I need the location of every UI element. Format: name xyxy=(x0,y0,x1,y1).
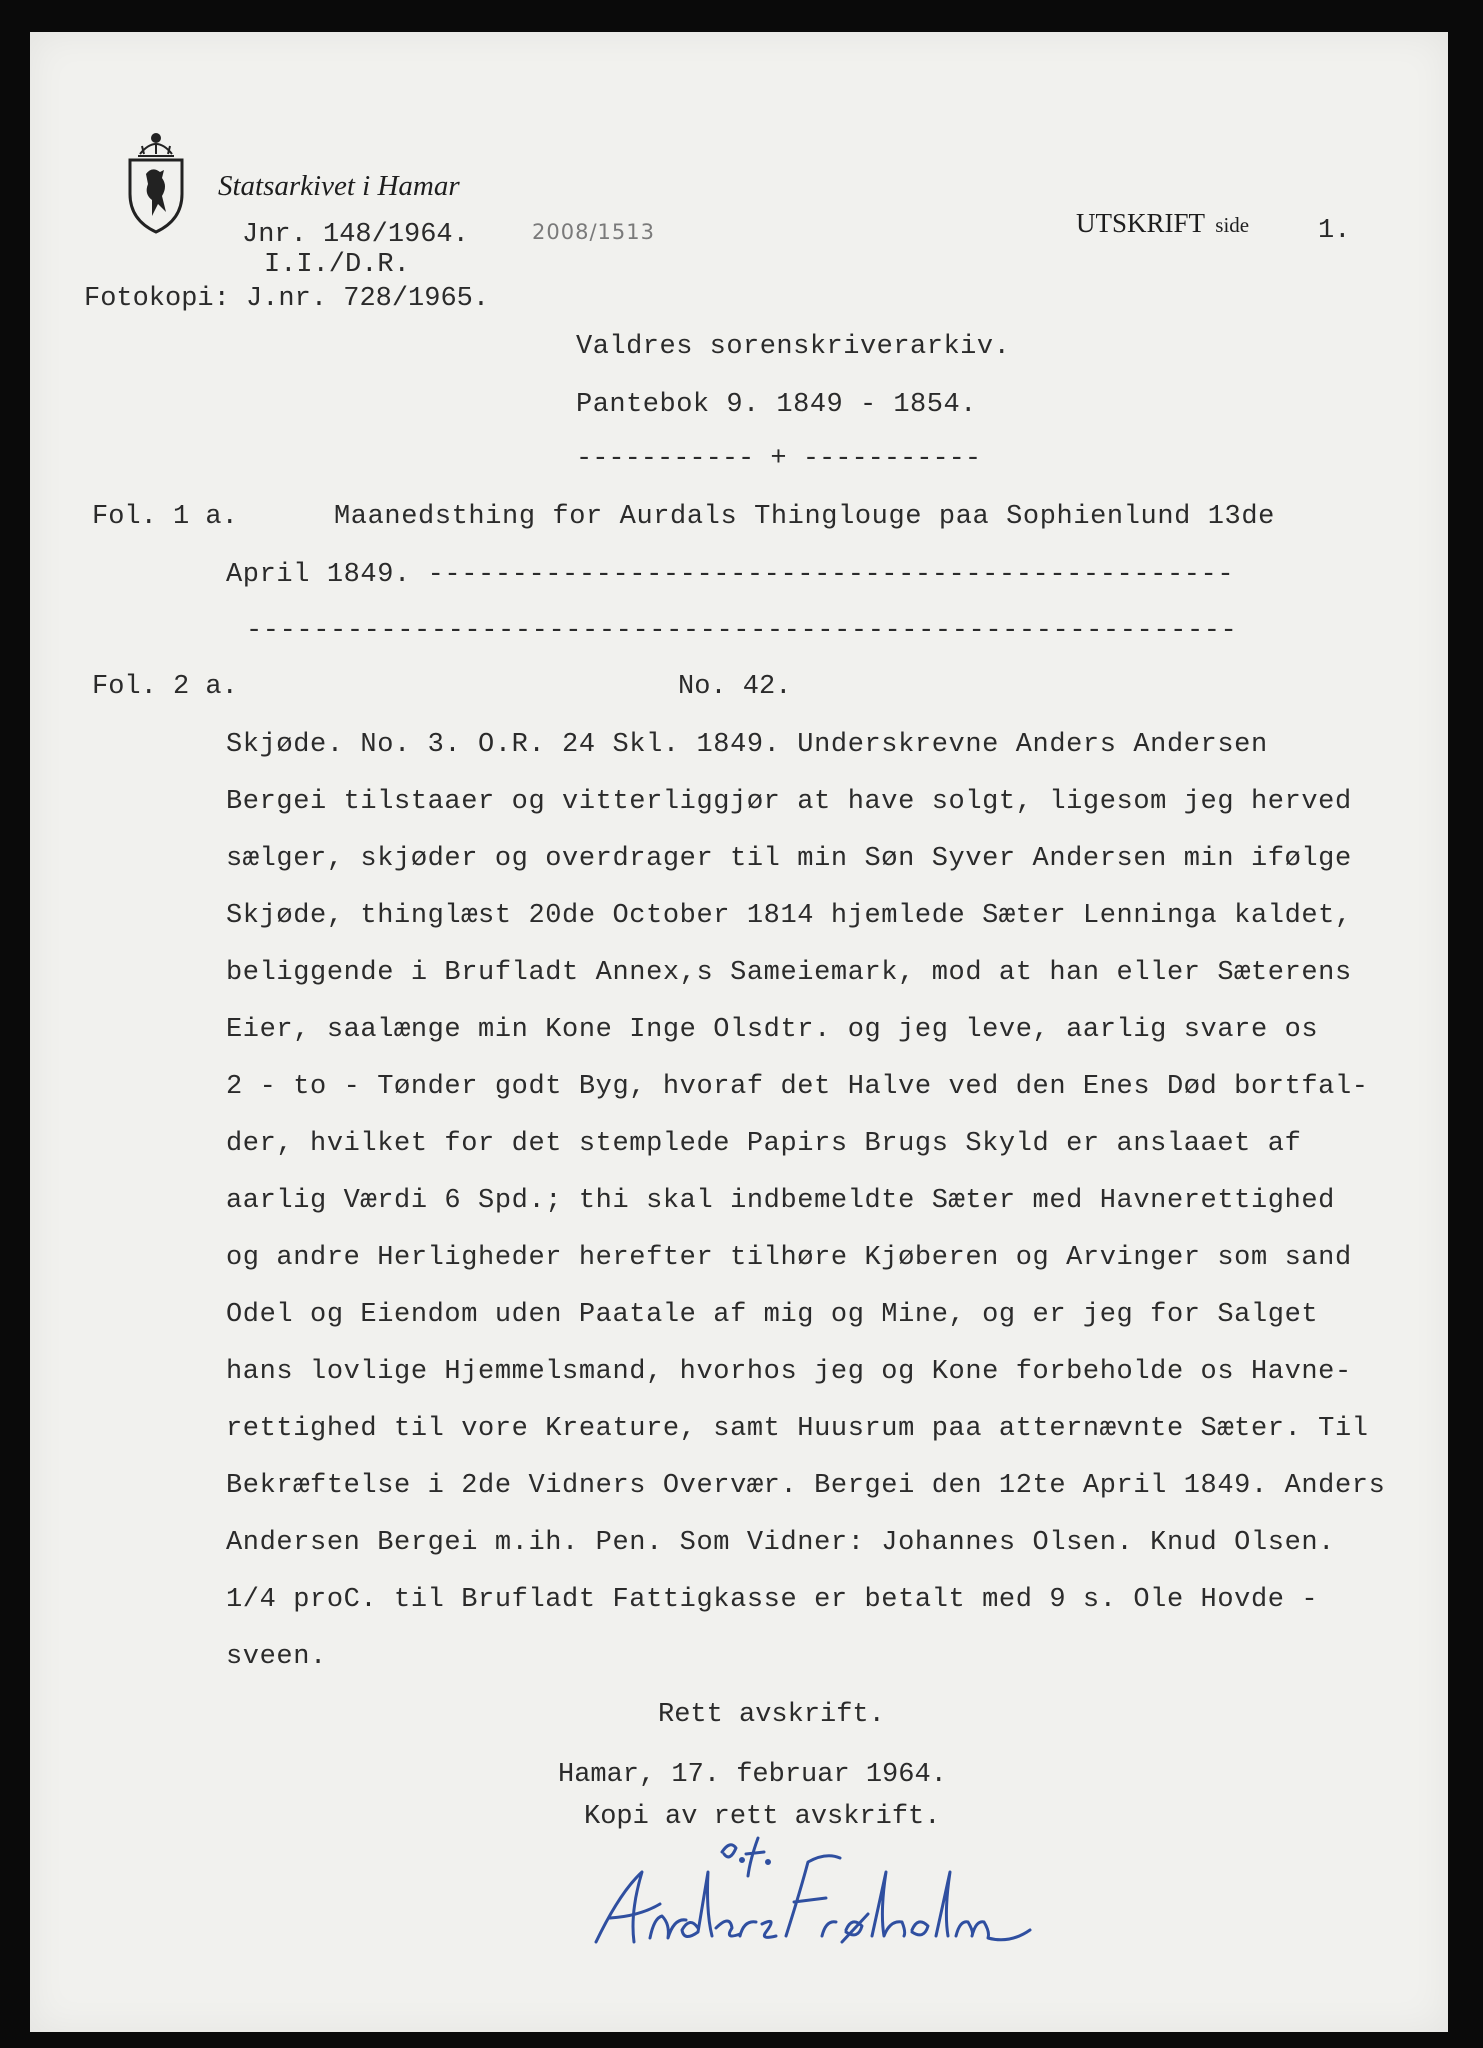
entry-line: hans lovlige Hjemmelsmand, hvorhos jeg og Kone forbeholde os Havne- xyxy=(226,1357,1352,1387)
copy-note: Kopi av rett avskrift. xyxy=(584,1802,941,1832)
archive-name: Statsarkivet i Hamar xyxy=(218,170,460,202)
folio-label: Fol. 1 a. xyxy=(92,502,238,532)
entry-line: April 1849. ------------------------------------------------ xyxy=(226,560,1235,590)
entry-line: aarlig Værdi 6 Spd.; thi skal indbemeldte Sæter med Havnerettighed xyxy=(226,1186,1335,1216)
archive-title: Valdres sorenskriverarkiv. xyxy=(576,332,1011,362)
side-word: side xyxy=(1215,213,1250,237)
journal-number: Jnr. 148/1964. xyxy=(242,220,469,250)
place-date: Hamar, 17. februar 1964. xyxy=(558,1760,947,1790)
entry-line: Eier, saalænge min Kone Inge Olsdtr. og jeg leve, aarlig svare os xyxy=(226,1015,1319,1045)
title-separator: ----------- + ----------- xyxy=(576,444,982,474)
photocopy-reference: Fotokopi: J.nr. 728/1965. xyxy=(84,284,490,314)
entry-number: No. 42. xyxy=(678,672,792,702)
entry-line: Andersen Bergei m.ih. Pen. Som Vidner: Johannes Olsen. Knud Olsen. xyxy=(226,1528,1335,1558)
entry-line: Bekræftelse i 2de Vidners Overvær. Bergei den 12te April 1849. Anders xyxy=(226,1471,1386,1501)
entry-line: og andre Herligheder herefter tilhøre Kjøberen og Arvinger som sand xyxy=(226,1243,1352,1273)
entry-line: Bergei tilstaaer og vitterliggjør at have solgt, ligesom jeg herved xyxy=(226,787,1352,817)
entry-line: 2 - to - Tønder godt Byg, hvoraf det Halve ved den Enes Død bortfal- xyxy=(226,1072,1369,1102)
entry-line: Skjøde. No. 3. O.R. 24 Skl. 1849. Underskrevne Anders Andersen xyxy=(226,730,1268,760)
coat-of-arms-icon xyxy=(122,124,190,236)
entry-line: ----------------------------------------------------------- xyxy=(246,616,1238,646)
entry-line: der, hvilket for det stemplede Papirs Brugs Skyld er anslaaet af xyxy=(226,1129,1302,1159)
department-code: I.I./D.R. xyxy=(264,250,410,280)
document-page xyxy=(30,32,1448,2032)
volume-title: Pantebok 9. 1849 - 1854. xyxy=(576,390,977,420)
entry-line: rettighed til vore Kreature, samt Huusrum paa atternævnte Sæter. Til xyxy=(226,1414,1369,1444)
entry-line: Maanedsthing for Aurdals Thinglouge paa Sophienlund 13de xyxy=(334,502,1275,532)
handwritten-reference: 2008/1513 xyxy=(532,220,655,244)
utskrift-label xyxy=(1076,208,1249,239)
page-number: 1. xyxy=(1318,216,1351,246)
signature xyxy=(590,1832,1050,1967)
entry-line: 1/4 proC. til Brufladt Fattigkasse er betalt med 9 s. Ole Hovde - xyxy=(226,1585,1319,1615)
certification-text: Rett avskrift. xyxy=(658,1700,885,1730)
entry-line: beliggende i Brufladt Annex,s Sameiemark, mod at han eller Sæterens xyxy=(226,958,1352,988)
utskrift-word: UTSKRIFT xyxy=(1076,208,1205,238)
signature-drawing xyxy=(590,1832,1050,1962)
entry-line: Odel og Eiendom uden Paatale af mig og Mine, og er jeg for Salget xyxy=(226,1300,1319,1330)
entry-line: Skjøde, thinglæst 20de October 1814 hjemlede Sæter Lenninga kaldet, xyxy=(226,901,1352,931)
folio-label: Fol. 2 a. xyxy=(92,672,238,702)
entry-line: sveen. xyxy=(226,1642,327,1672)
entry-line: sælger, skjøder og overdrager til min Søn Syver Andersen min ifølge xyxy=(226,844,1352,874)
